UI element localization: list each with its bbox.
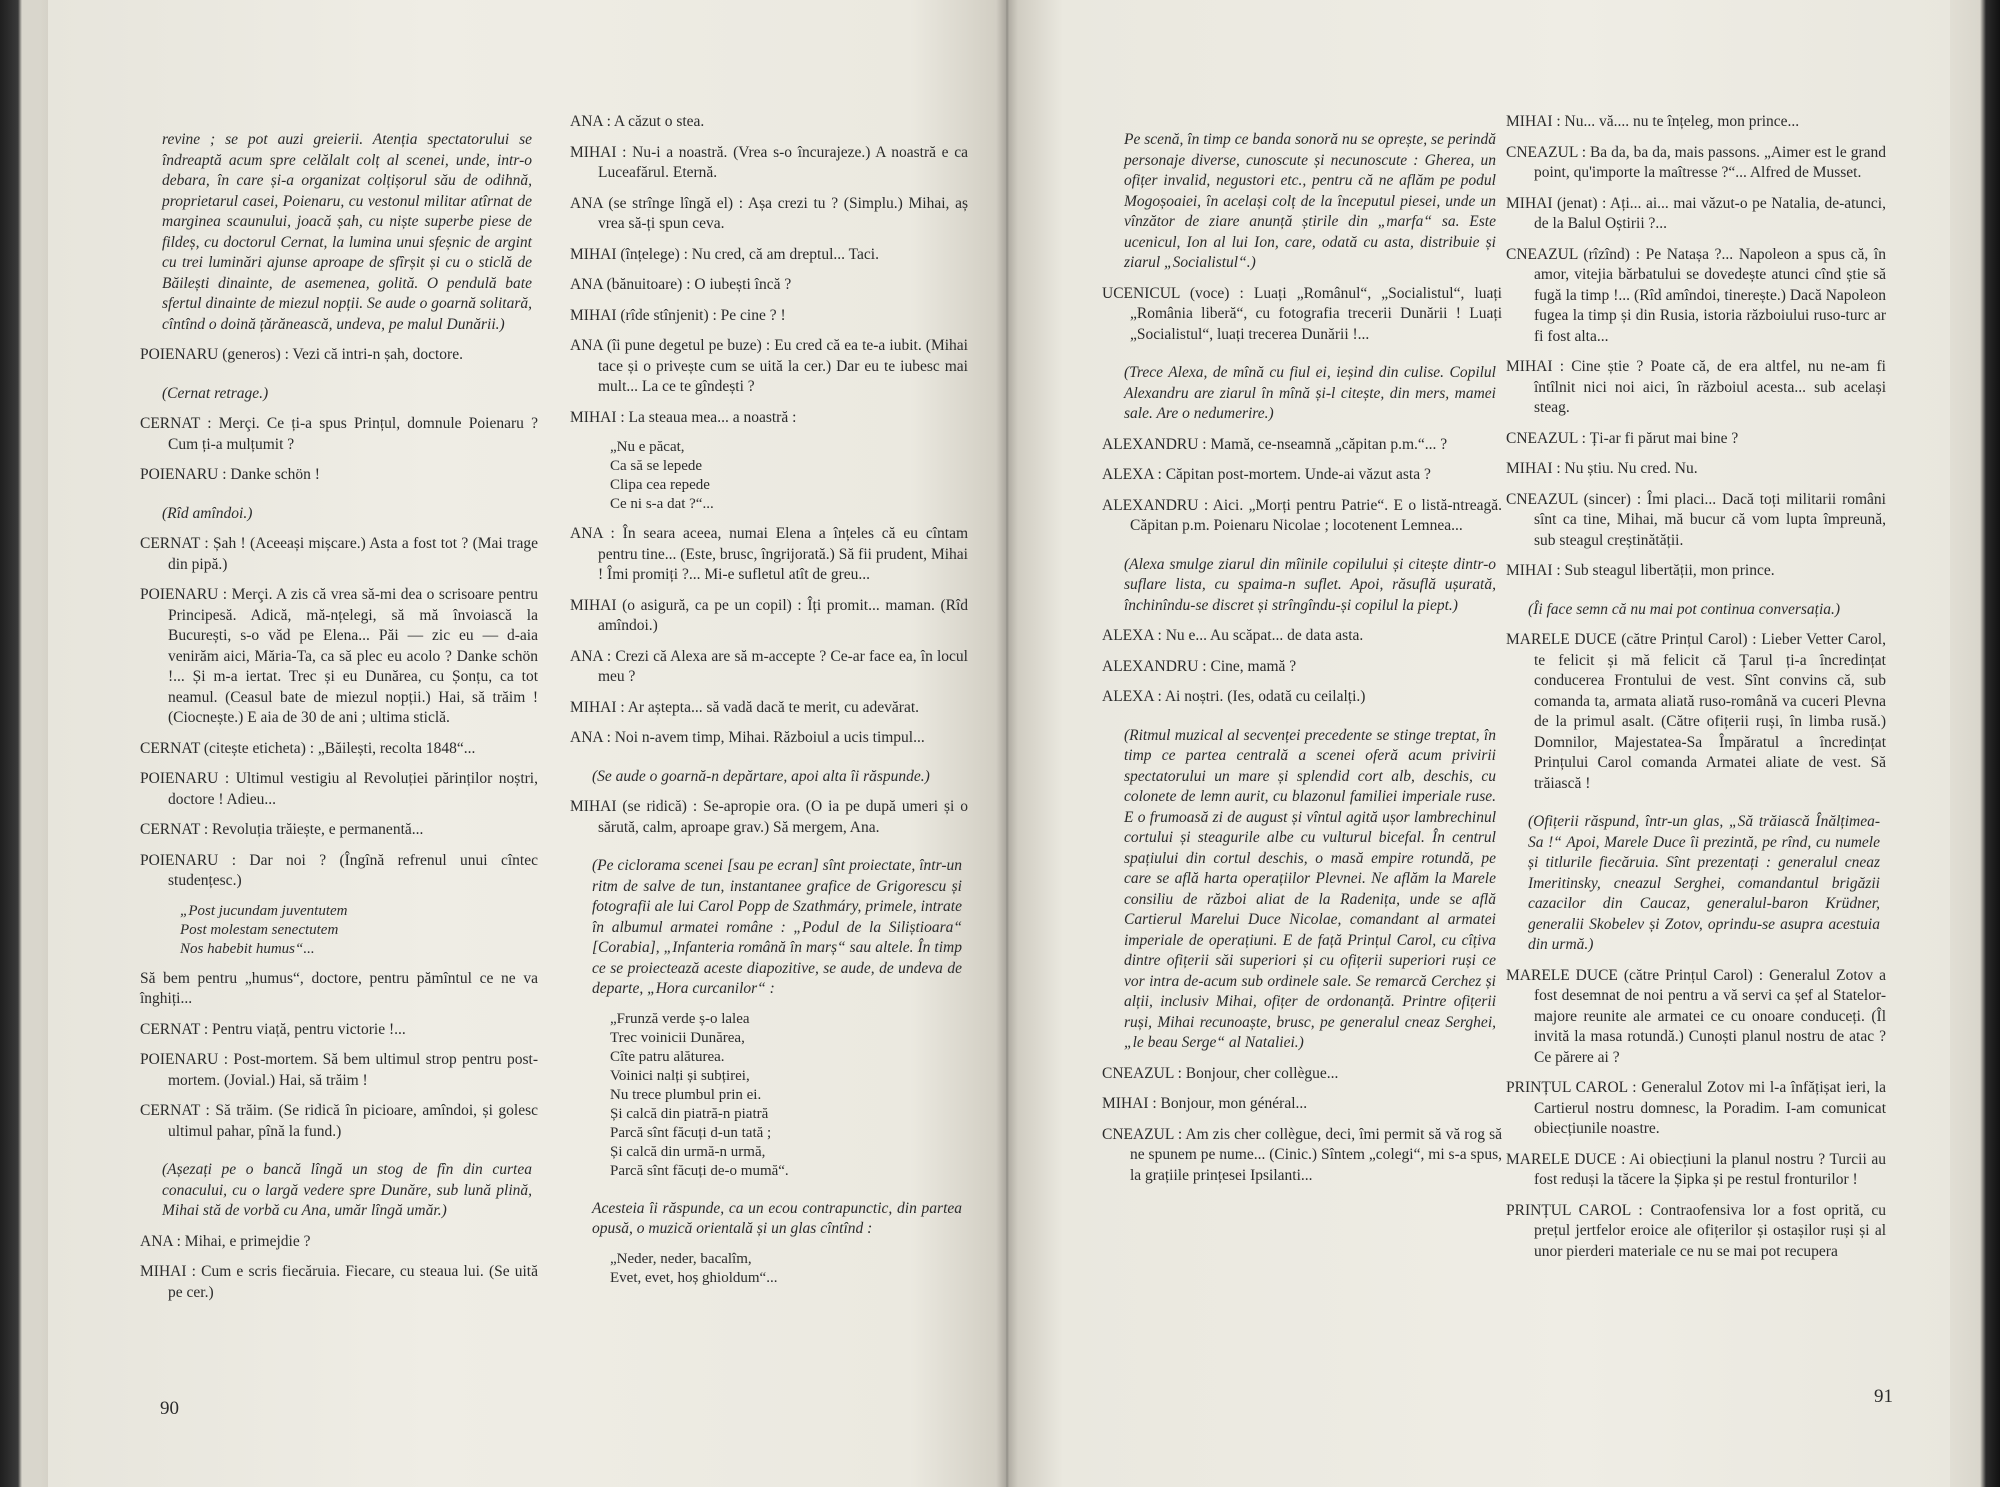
- verse-line: Ca să se lepede: [610, 458, 703, 474]
- stage-direction: (Cernat retrage.): [162, 384, 269, 402]
- verse-line: Post molestam senectutem: [180, 921, 339, 938]
- verse-line: Și calcă din piatră-n piatră: [610, 1105, 769, 1122]
- dialogue-line: CNEAZUL : Ba da, ba da, mais passons. „Aimer est le grand point, qu'importe la maîtresse ?“... Alfred de Musset.: [1506, 143, 1886, 181]
- dialogue-line: POIENARU : Post-mortem. Să bem ultimul strop pentru post-mortem. (Jovial.) Hai, să trăim !: [140, 1051, 538, 1089]
- dialogue-line: CERNAT : Să trăim. (Se ridică în picioare, amîndoi, și golesc ultimul pahar, pînă la fund.): [140, 1102, 538, 1140]
- page-number-left: 90: [160, 1398, 179, 1419]
- scan-edge-right: [1950, 0, 2000, 1487]
- dialogue-line: MIHAI : Cine știe ? Poate că, de era altfel, nu ne-am fi întîlnit nici noi aici, în războiul acesta... sub același steag.: [1506, 358, 1886, 416]
- stage-direction: (Îi face semn că nu mai pot continua conversația.): [1528, 600, 1841, 618]
- verse-block: [570, 438, 968, 514]
- dialogue-line: CNEAZUL (rîzînd) : Pe Natașa ?... Napoleon a spus că, în amor, vitejia bărbatului se dovedește atunci cînd știe să fugă la timp !... (Rîd amîndoi, tinerește.) Dacă Napoleon fugea la timp și din Rusia, istoria războiului ruso-turc ar fi fost alta...: [1506, 245, 1886, 345]
- stage-direction: (Se aude o goarnă-n depărtare, apoi alta îi răspunde.): [592, 767, 930, 785]
- dialogue-line: MIHAI : Nu știu. Nu cred. Nu.: [1506, 460, 1698, 477]
- right-column-2: [1506, 112, 1886, 1272]
- verse-line: Trec voinicii Dunărea,: [610, 1029, 745, 1046]
- dialogue-line: ALEXANDRU : Cine, mamă ?: [1102, 657, 1297, 675]
- dialogue-line: MIHAI : Bonjour, mon général...: [1102, 1095, 1308, 1112]
- verse-line: Parcă sînt făcuți de-o mumă“.: [610, 1162, 789, 1179]
- dialogue-line: ALEXA : Ai noștri. (Ies, odată cu ceilalți.): [1102, 688, 1366, 705]
- dialogue-line: CERNAT (citește eticheta) : „Băilești, recolta 1848“...: [140, 739, 476, 757]
- dialogue-line: CERNAT : Merçi. Ce ți-a spus Prințul, domnule Poienaru ? Cum ți-a mulțumit ?: [140, 415, 538, 453]
- dialogue-line: MIHAI (rîde stînjenit) : Pe cine ? !: [570, 306, 786, 324]
- dialogue-line: MIHAI : Ar aștepta... să vadă dacă te merit, cu adevărat.: [570, 698, 920, 716]
- dialogue-line: ANA (se strînge lîngă el) : Așa crezi tu ? (Simplu.) Mihai, aș vrea să-ți spun ceva.: [570, 194, 968, 232]
- verse-line: Cîte patru alăturea.: [610, 1048, 725, 1065]
- verse-line: Evet, evet, hoș ghioldum“...: [610, 1269, 778, 1286]
- stage-direction: (Trece Alexa, de mînă cu fiul ei, ieșind din culise. Copilul Alexandru are ziarul în mînă și-l citește, din mers, mamei sale. Are o nedumerire.): [1124, 364, 1496, 422]
- stage-direction: (Alexa smulge ziarul din mîinile copilului și citește dintr-o suflare lista, cu spaima-n suflet. Apoi, răsuflă ușurată, închinîndu-se discret și strîngîndu-și copilul la piept.): [1124, 555, 1496, 614]
- dialogue-line: CERNAT : Revoluția trăiește, e permanentă...: [140, 821, 424, 838]
- dialogue-line: ANA : Mihai, e primejdie ?: [140, 1232, 311, 1250]
- dialogue-line: MIHAI : Cum e scris fiecăruia. Fiecare, cu steaua lui. (Se uită pe cer.): [140, 1263, 538, 1301]
- dialogue-line: MIHAI : Nu-i a noastră. (Vrea s-o încurajeze.) A noastră e ca Luceafărul. Eternă.: [570, 143, 968, 181]
- dialogue-line: CNEAZUL (sincer) : Îmi placi... Dacă toți militarii români sînt ca tine, Mihai, mă bucur că vom lupta împreună, sub steagul creștinătății.: [1506, 490, 1886, 549]
- dialogue-line: PRINȚUL CAROL : Contraofensiva lor a fost oprită, cu prețul jertfelor eroice ale ofițerilor și ostașilor ruși și al unor pierderi materiale ce nu se mai pot recupera: [1506, 1201, 1886, 1260]
- dialogue-line: CNEAZUL : Bonjour, cher collègue...: [1102, 1064, 1339, 1082]
- dialogue-line: MIHAI : La steaua mea... a noastră :: [570, 408, 797, 426]
- verse-block: [570, 1010, 968, 1181]
- stage-direction: (Așezați pe o bancă lîngă un stog de fîn din curtea conacului, cu o largă vedere spre Dunăre, sub lună plină, Mihai stă de vorbă cu Ana, umăr lîngă umăr.): [162, 1161, 532, 1219]
- dialogue-line: ANA (îi pune degetul pe buze) : Eu cred că ea te-a iubit. (Mihai tace și o privește cum se uită la cer.) Dar eu te iubesc mai mult... La ce te gîndești ?: [570, 337, 968, 395]
- left-column-1: [140, 112, 538, 1313]
- stage-direction: (Ofițerii răspund, într-un glas, „Să trăiască Înălțimea-Sa !“ Apoi, Marele Duce îi prezintă, pe rînd, cu numele și titlurile fiecăruia. Sînt prezentați : generalul cneaz Imeritinsky, cneazul Serghei, comandantul brigăzii cazacilor din Caucaz, generalul-baron Krüdner, generalii Skobelev și Zotov, oprindu-se asupra acestuia din urmă.): [1528, 813, 1880, 953]
- left-column-2: [570, 112, 968, 1298]
- dialogue-line: CERNAT : Șah ! (Aceeași mișcare.) Asta a fost tot ? (Mai trage din pipă.): [140, 535, 538, 573]
- dialogue-line: MARELE DUCE (către Prințul Carol) : Generalul Zotov a fost desemnat de noi pentru a vă servi ca șef al Statelor-majore reunite ale armatei ce cu onoare conduceți. (Îl invită la masa rotundă.) Cunoști planul nostru de atac ? Ce părere ai ?: [1506, 966, 1886, 1066]
- dialogue-line: MIHAI (o asigură, ca pe un copil) : Îți promit... maman. (Rîd amîndoi.): [570, 596, 968, 634]
- book-gutter: [996, 0, 1018, 1487]
- dialogue-line: CERNAT : Pentru viață, pentru victorie !...: [140, 1020, 406, 1038]
- dialogue-line: POIENARU (generos) : Vezi că intri-n șah, doctore.: [140, 346, 463, 363]
- dialogue-line: UCENICUL (voce) : Luați „Românul“, „Socialistul“, luați „România liberă“, cu fotografia trecerii Dunării ! Luați „Socialistul“, luați trecerea Dunării !...: [1102, 284, 1502, 343]
- verse-block: [570, 1250, 968, 1288]
- stage-direction: (Pe ciclorama scenei [sau pe ecran] sînt proiectate, într-un ritm de salve de tun, instantanee grafice de Grigorescu și fotografii ale lui Carol Popp de Szathmáry, primele, intrate în albumul armatei române : „Podul de la Siliștioara“ [Corabia], „Infanteria română în marș“ sau altele. În timp ce se proiectează aceste diapozitive, se aude, de undeva de departe, „Hora curcanilor“ :: [592, 857, 962, 997]
- dialogue-line: ANA : Noi n-avem timp, Mihai. Războiul a ucis timpul...: [570, 729, 925, 746]
- stage-direction: (Ritmul muzical al secvenței precedente se stinge treptat, în timp ce partea centrală a scenei oferă acum privirii spectatorului un mare și splendid cort alb, deschis, cu colonete de lemn aurit, cu blazonul familiei imperiale ruse. E o frumoasă zi de august și vîntul agită ușor lambrechinul cortului și steagurile albe cu vulturul bicefal. În centrul spațiului din cortul deschis, o masă empire rotundă, pe care se află harta operațiilor Plevnei. Ne aflăm la Marele consiliu de război aliat de la Radenița, unde se află Cartierul Marelui Duce Nicolae, comandant al armatei imperiale de operațiuni. E de față Prințul Carol, cu cîțiva dintre ofițerii săi superiori și cu ofițerii superiori ruși ce vor intra de-acum sub ordinele sale. Se remarcă Cerchez și alții, inclusiv Mihai, ofițer de ordonanță. Printre ofițerii ruși, Mihai recunoaște, brusc, pe generalul cneaz Serghei, „le beau Serge“ al Nataliei.): [1124, 726, 1496, 1051]
- dialogue-line: MARELE DUCE : Ai obiecțiuni la planul nostru ? Turcii au fost reduși la tăcere la Șipka și pe restul fronturilor !: [1506, 1150, 1886, 1188]
- dialogue-line: ALEXA : Căpitan post-mortem. Unde-ai văzut asta ?: [1102, 466, 1431, 483]
- verse-line: „Nu e păcat,: [610, 439, 685, 455]
- dialogue-line: ANA : Crezi că Alexa are să m-accepte ? Ce-ar face ea, în locul meu ?: [570, 647, 968, 685]
- text-paragraph: Să bem pentru „humus“, doctore, pentru pămîntul ce ne va înghiți...: [140, 969, 538, 1007]
- verse-line: Nu trece plumbul prin ei.: [610, 1086, 762, 1103]
- dialogue-line: PRINȚUL CAROL : Generalul Zotov mi l-a înfățișat ieri, la Cartierul nostru domnesc, la Poradim. I-am comunicat obiecțiunile noastre.: [1506, 1079, 1886, 1137]
- dialogue-line: ANA : În seara aceea, numai Elena a înțeles că eu cîntam pentru tine... (Este, brusc, îngrijorată.) Să fii prudent, Mihai ! Îmi promiți ?... Mi-e sufletul atît de greu...: [570, 525, 968, 583]
- verse-line: Nos habebit humus“...: [180, 940, 315, 957]
- dialogue-line: ALEXANDRU : Mamă, ce-nseamnă „căpitan p.m.“... ?: [1102, 435, 1448, 453]
- dialogue-line: MARELE DUCE (către Prințul Carol) : Lieber Vetter Carol, te felicit și mă felicit că Țarul ți-a încredințat conducerea Frontului de vest. Sînt convins că, sub comanda ta, armata aliată ruso-română va cuceri Plevna de la primul asalt. (Către ofițerii ruși, în limba rusă.) Domnilor, Majestatea-Sa Împăratul a încredințat Prințului Carol comanda Armatei aliate de vest. Să trăiască !: [1506, 631, 1886, 792]
- verse-line: Parcă sînt făcuți d-un tată ;: [610, 1124, 772, 1141]
- verse-block: [140, 902, 538, 959]
- page-right: [1006, 0, 1956, 1487]
- dialogue-line: ANA (bănuitoare) : O iubești încă ?: [570, 276, 792, 293]
- dialogue-line: CNEAZUL : Am zis cher collègue, deci, îmi permit să vă rog să ne spunem pe nume... (Cinic.) Sîntem „colegi“, mi s-a spus, la grațiile prințesei Ipsilanti...: [1102, 1125, 1502, 1184]
- dialogue-line: CNEAZUL : Ți-ar fi părut mai bine ?: [1506, 429, 1739, 447]
- page-left: [48, 0, 1006, 1487]
- dialogue-line: POIENARU : Ultimul vestigiu al Revoluției părinților noștri, doctore ! Adieu...: [140, 770, 538, 808]
- verse-line: „Neder, neder, bacalîm,: [610, 1250, 752, 1267]
- dialogue-line: MIHAI (jenat) : Ați... ai... mai văzut-o pe Natalia, de-atunci, de la Balul Oștirii ?...: [1506, 194, 1886, 232]
- stage-direction: Acesteia îi răspunde, ca un ecou contrapunctic, din partea opusă, o muzică orientală și un glas cîntînd :: [592, 1199, 962, 1237]
- stage-direction: (Rîd amîndoi.): [162, 504, 253, 522]
- verse-line: Clipa cea repede: [610, 477, 710, 493]
- dialogue-line: POIENARU : Merçi. A zis că vrea să-mi dea o scrisoare pentru Principesă. Adică, mă-nțelegi, să mă învoiască la București, s-o văd pe Elena... Păi — zic eu — d-aia venirăm aici, Măria-Ta, ca să plec eu acolo ? Danke schön !... Și m-a iertat. Trec și eu Dunărea, cu Șonțu, ca tot neamul. (Ceasul bate de miezul nopții.) Hai, să trăim ! (Ciocnește.) E aia de 30 de ani ; ultima sticlă.: [140, 586, 538, 726]
- verse-line: „Post jucundam juventutem: [180, 902, 348, 919]
- dialogue-line: ALEXANDRU : Aici. „Morți pentru Patrie“. E o listă-ntreagă. Căpitan p.m. Poienaru Nicolae ; locotenent Lemnea...: [1102, 496, 1502, 534]
- verse-line: „Frunză verde ș-o lalea: [610, 1010, 750, 1027]
- verse-line: Și calcă din urmă-n urmă,: [610, 1143, 766, 1160]
- right-column-1: [1102, 112, 1502, 1196]
- dialogue-line: POIENARU : Danke schön !: [140, 466, 320, 483]
- page-number-right: 91: [1874, 1386, 1893, 1407]
- dialogue-line: MIHAI (se ridică) : Se-apropie ora. (O ia pe după umeri și o sărută, calm, aproape grav.) Să mergem, Ana.: [570, 798, 968, 836]
- verse-line: Ce ni s-a dat ?“...: [610, 496, 714, 512]
- dialogue-line: ALEXA : Nu e... Au scăpat... de data asta.: [1102, 627, 1364, 644]
- verse-line: Voinici nalți și subțirei,: [610, 1067, 750, 1084]
- dialogue-line: POIENARU : Dar noi ? (Îngînă refrenul unui cîntec studențesc.): [140, 851, 538, 889]
- dialogue-line: MIHAI : Nu... vă.... nu te înțeleg, mon prince...: [1506, 113, 1800, 130]
- stage-direction: revine ; se pot auzi greierii. Atenția spectatorului se îndreaptă acum spre celălalt colț al scenei, unde, intr-o debara, în care și-a organizat colțișorul său de odihnă, proprietarul casei, Poienaru, cu vestonul militar atîrnat de marginea scaunului, joacă șah, cu niște superbe piese de fildeș, cu doctorul Cernat, la lumina unui sfeșnic de argint cu trei luminări ajunse aproape de sfîrșit și cu o sticlă de Băilești dinainte, de asemenea, golită. O pendulă bate sfertul dinainte de miezul nopții. Se aude o goarnă solitară, cîntînd o doină țărănească, undeva, pe malul Dunării.): [162, 131, 532, 333]
- dialogue-line: MIHAI (înțelege) : Nu cred, că am dreptul... Taci.: [570, 245, 879, 263]
- dialogue-line: MIHAI : Sub steagul libertății, mon prince.: [1506, 562, 1775, 579]
- dialogue-line: ANA : A căzut o stea.: [570, 113, 705, 130]
- stage-direction: Pe scenă, în timp ce banda sonoră nu se oprește, se perindă personaje diverse, cunoscute și necunoscute : Gherea, un ofițer invalid, negustori etc., pentru că ne aflăm pe podul Mogoșoaiei, în același colț de la începutul piesei, unde un vînzător de ziare anunță știrile din „marfa“ sa. Este ucenicul, Ion al lui Ion, care, odată cu asta, distribuie și ziarul „Socialistul“.): [1124, 131, 1496, 271]
